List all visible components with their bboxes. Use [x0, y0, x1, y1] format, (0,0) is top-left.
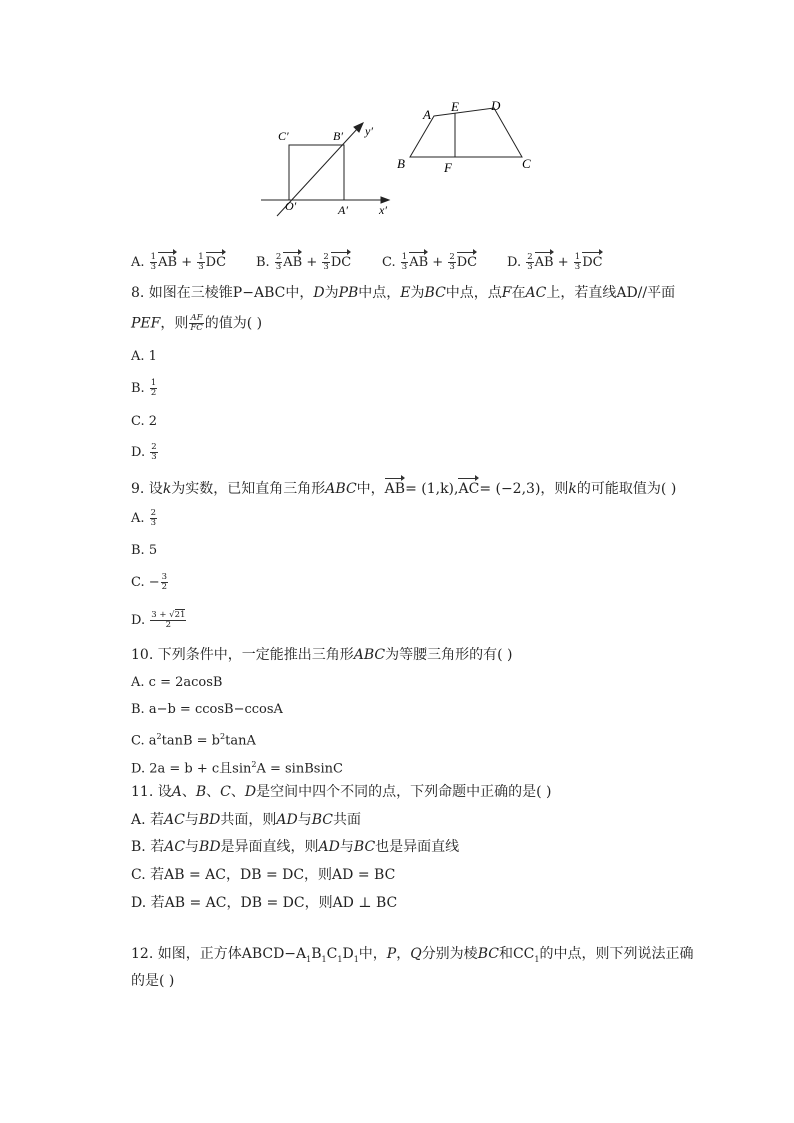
q12-stem-line1: 12. 如图，正方体$ABCD-A_1B_1C_1D_1$中，P，Q分别为棱BC和$CC_1$的中点，则下列说法正确 [131, 946, 694, 964]
q9-option-c[interactable]: C. − $\frac{3}{2}$ [131, 572, 168, 592]
af-over-fc-fraction: $\frac{AF}{FC}$ [190, 313, 203, 333]
q11-option-c[interactable]: C. 若AB = AC，DB = DC，则AD = BC [131, 867, 396, 883]
label-y-prime: y′ [365, 124, 373, 138]
label-c: C [522, 156, 531, 171]
q10-option-b[interactable]: B. a−b = ccosB−ccosA [131, 702, 283, 717]
q11-option-a[interactable]: A. 若AC与BD共面，则AD与BC共面 [131, 812, 361, 828]
q8-option-c[interactable]: C. 2 [131, 414, 158, 429]
label-a-prime: A′ [338, 203, 348, 217]
q7-option-a[interactable]: A. $\frac{1}{3}$ AB + $\frac{1}{3}$ DC [131, 252, 227, 272]
q10-option-a[interactable]: A. c = 2acosB [131, 675, 223, 690]
q10-option-c[interactable]: C. $a^2\tan B = b^2\tan A$ [131, 732, 256, 749]
label-o-prime: O′ [285, 199, 297, 213]
q10-option-d[interactable]: D. 2a = b + c且$\sin^2A$ = sinBsinC [131, 760, 343, 777]
oblique-axes-figure [255, 118, 395, 223]
q7-option-c[interactable]: C. $\frac{1}{3}$ AB + $\frac{2}{3}$ DC [382, 252, 478, 272]
q7-option-b[interactable]: B. $\frac{2}{3}$ AB + $\frac{2}{3}$ DC [256, 252, 352, 272]
label-b-prime: B′ [333, 129, 343, 143]
trapezoid-figure [392, 94, 542, 179]
label-b: B [397, 156, 405, 171]
q8-stem-line2: PEF，则 $\frac{AF}{FC}$ 的值为( ) [131, 313, 263, 333]
q11-stem: 11. 设A、B、C、D是空间中四个不同的点，下列命题中正确的是( ) [131, 784, 552, 800]
q8-option-a[interactable]: A. 1 [131, 349, 157, 364]
label-x-prime: x′ [379, 203, 387, 217]
q9-option-b[interactable]: B. 5 [131, 543, 158, 558]
label-c-prime: C′ [278, 129, 289, 143]
q9-option-a[interactable]: A. $\frac{2}{3}$ [131, 508, 157, 528]
q12-stem-line2: 的是( ) [131, 973, 175, 989]
q11-option-d[interactable]: D. 若AB = AC，DB = DC，则AD ⊥ BC [131, 895, 398, 911]
q9-stem: 9. 设k为实数，已知直角三角形ABC中，AB= (1,k),AC= (−2,3)，则k的可能取值为( ) [131, 477, 676, 498]
q10-stem: 10. 下列条件中，一定能推出三角形ABC为等腰三角形的有( ) [131, 647, 513, 663]
q9-option-d[interactable]: D. $\frac{3 + √21}{2}$ [131, 610, 186, 630]
label-a: A [423, 107, 431, 122]
q7-option-d[interactable]: D. $\frac{2}{3}$ AB + $\frac{1}{3}$ DC [507, 252, 603, 272]
q8-option-d[interactable]: D. $\frac{2}{3}$ [131, 442, 157, 462]
q11-option-b[interactable]: B. 若AC与BD是异面直线，则AD与BC也是异面直线 [131, 839, 460, 855]
label-e: E [451, 99, 459, 114]
q8-stem-line1: 8. 如图在三棱锥P−ABC中，D为PB中点，E为BC中点，点F在AC上，若直线AD//平面 [131, 285, 676, 301]
label-f: F [444, 160, 452, 175]
q8-option-b[interactable]: B. $\frac{1}{2}$ [131, 378, 157, 398]
label-d: D [491, 98, 501, 113]
